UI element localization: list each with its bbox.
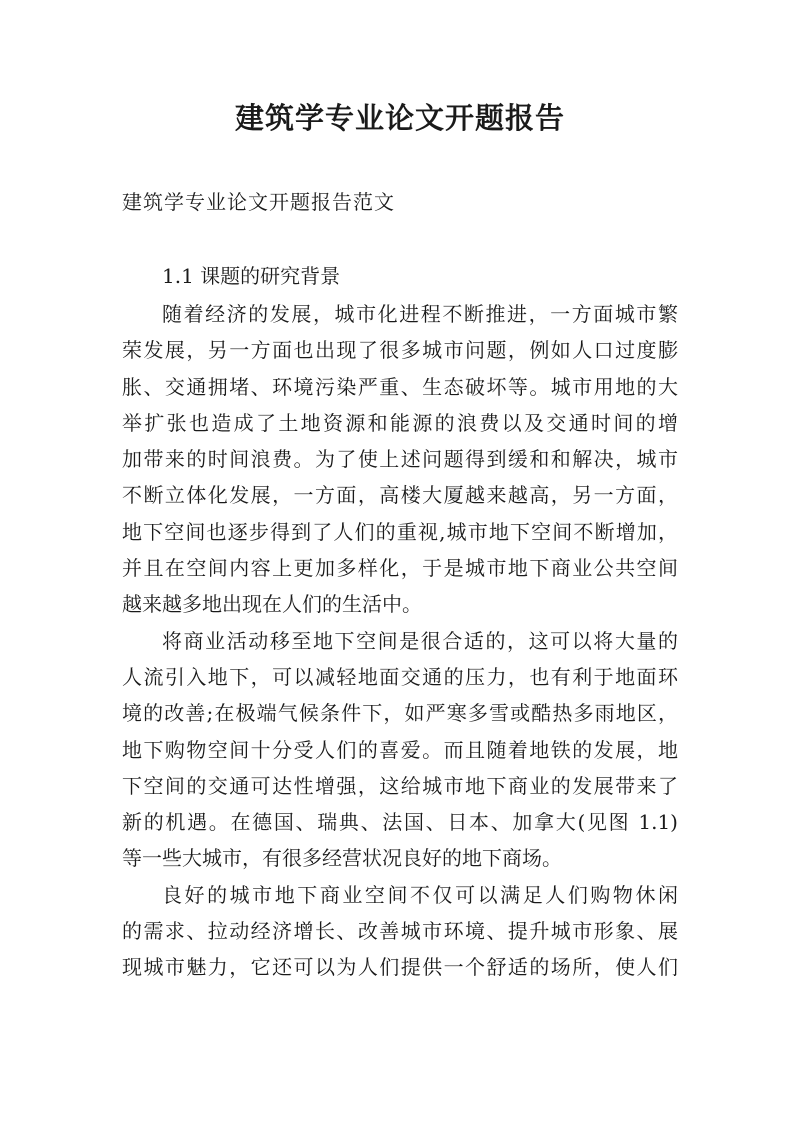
paragraph-3-line: 良好的城市地下商业空间不仅可以满足人们购物休闲 bbox=[162, 882, 678, 907]
paragraph-2-line: 下空间的交通可达性增强，这给城市地下商业的发展带来了 bbox=[122, 773, 678, 798]
paragraph-1-line: 加带来的时间浪费。为了使上述问题得到缓和和解决，城市 bbox=[122, 447, 678, 472]
document-subtitle: 建筑学专业论文开题报告范文 bbox=[122, 190, 395, 214]
paragraph-1-line: 胀、交通拥堵、环境污染严重、生态破坏等。城市用地的大 bbox=[122, 374, 678, 399]
paragraph-1-line: 不断立体化发展，一方面，高楼大厦越来越高，另一方面， bbox=[122, 483, 678, 508]
paragraph-2-line: 人流引入地下，可以减轻地面交通的压力，也有利于地面环 bbox=[122, 664, 678, 689]
paragraph-2-line: 新的机遇。在德国、瑞典、法国、日本、加拿大(见图 1.1) bbox=[122, 810, 678, 835]
paragraph-1-line: 举扩张也造成了土地资源和能源的浪费以及交通时间的增 bbox=[122, 410, 678, 435]
paragraph-1-line: 越来越多地出现在人们的生活中。 bbox=[122, 592, 422, 617]
paragraph-1-line: 随着经济的发展，城市化进程不断推进，一方面城市繁 bbox=[162, 302, 678, 326]
section-heading: 1.1 课题的研究背景 bbox=[162, 264, 341, 288]
paragraph-2-line: 境的改善;在极端气候条件下，如严寒多雪或酷热多雨地区， bbox=[122, 701, 678, 726]
paragraph-3-line: 的需求、拉动经济增长、改善城市环境、提升城市形象、展 bbox=[122, 919, 678, 944]
paragraph-2-line: 将商业活动移至地下空间是很合适的，这可以将大量的 bbox=[162, 628, 678, 653]
paragraph-3-line: 现城市魅力，它还可以为人们提供一个舒适的场所，使人们 bbox=[122, 955, 678, 980]
paragraph-1-line: 并且在空间内容上更加多样化，于是城市地下商业公共空间 bbox=[122, 556, 678, 581]
document-title: 建筑学专业论文开题报告 bbox=[234, 101, 565, 135]
paragraph-2-line: 等一些大城市，有很多经营状况良好的地下商场。 bbox=[122, 846, 562, 871]
paragraph-1-line: 荣发展，另一方面也出现了很多城市问题，例如人口过度膨 bbox=[122, 338, 678, 363]
paragraph-2-line: 地下购物空间十分受人们的喜爱。而且随着地铁的发展，地 bbox=[122, 737, 678, 762]
paragraph-1-line: 地下空间也逐步得到了人们的重视,城市地下空间不断增加， bbox=[122, 519, 678, 544]
body-text bbox=[122, 296, 678, 986]
